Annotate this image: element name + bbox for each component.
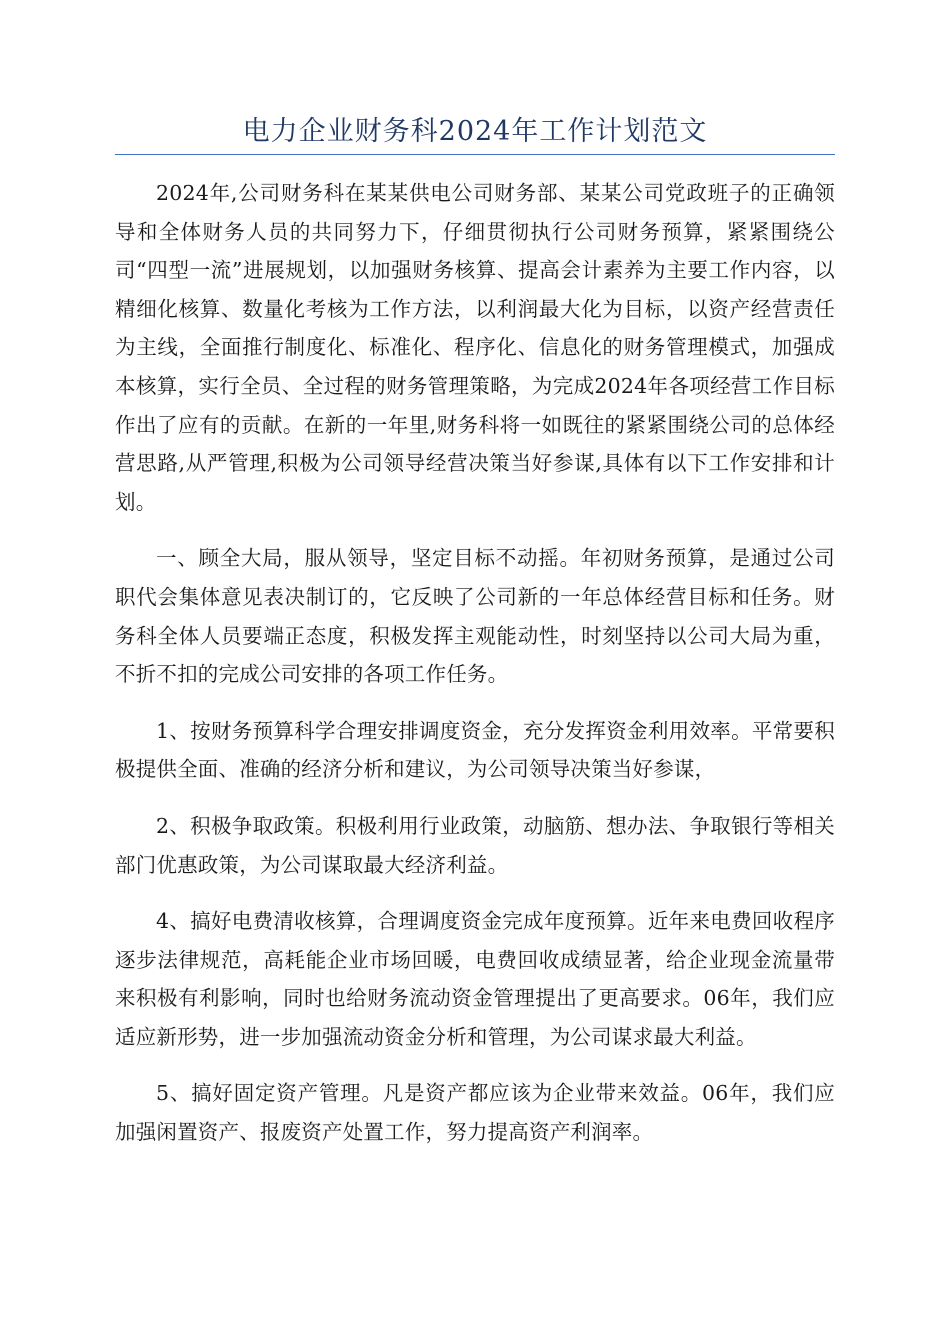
title-underline	[115, 154, 835, 155]
paragraph-section-1: 一、顾全大局，服从领导，坚定目标不动摇。年初财务预算，是通过公司职代会集体意见表决制订的，它反映了公司新的一年总体经营目标和任务。财务科全体人员要端正态度，积极发挥主观能动性，时刻坚持以公司大局为重，不折不扣的完成公司安排的各项工作任务。	[115, 546, 835, 687]
paragraph-item-1: 1、按财务预算科学合理安排调度资金，充分发挥资金利用效率。平常要积极提供全面、准确的经济分析和建议，为公司领导决策当好参谋，	[115, 718, 835, 782]
paragraph-item-5: 5、搞好固定资产管理。凡是资产都应该为企业带来效益。06年，我们应加强闲置资产、报废资产处置工作，努力提高资产利润率。	[115, 1081, 835, 1145]
paragraph-intro: 2024年,公司财务科在某某供电公司财务部、某某公司党政班子的正确领导和全体财务人员的共同努力下，仔细贯彻执行公司财务预算，紧紧围绕公司“四型一流”进展规划，以加强财务核算、提高会计素养为主要工作内容，以精细化核算、数量化考核为工作方法，以利润最大化为目标，以资产经营责任为主线，全面推行制度化、标准化、程序化、信息化的财务管理模式，加强成本核算，实行全员、全过程的财务管理策略，为完成2024年各项经营工作目标作出了应有的贡献。在新的一年里,财务科将一如既往的紧紧围绕公司的总体经营思路,从严管理,积极为公司领导经营决策当好参谋,具体有以下工作安排和计划。	[115, 181, 835, 514]
document-body	[115, 174, 835, 1170]
paragraph-item-4: 4、搞好电费清收核算，合理调度资金完成年度预算。近年来电费回收程序逐步法律规范，高耗能企业市场回暖，电费回收成绩显著，给企业现金流量带来积极有利影响，同时也给财务流动资金管理提出了更高要求。06年，我们应适应新形势，进一步加强流动资金分析和管理，为公司谋求最大利益。	[115, 909, 835, 1049]
document-title: 电力企业财务科2024年工作计划范文	[242, 116, 708, 147]
paragraph-item-2: 2、积极争取政策。积极利用行业政策，动脑筋、想办法、争取银行等相关部门优惠政策，为公司谋取最大经济利益。	[115, 813, 835, 877]
